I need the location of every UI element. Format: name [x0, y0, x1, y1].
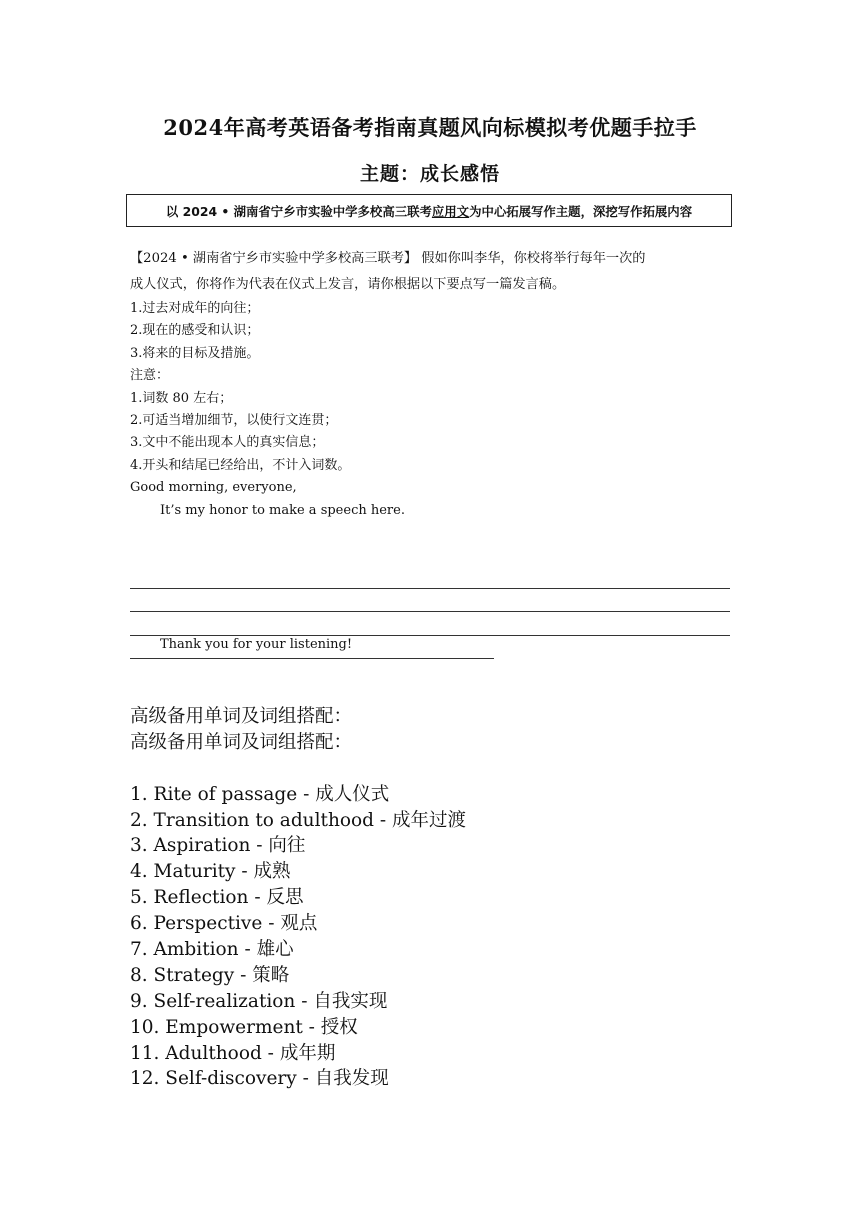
- answer-line[interactable]: [130, 589, 730, 613]
- document-title: 2024年高考英语备考指南真题风向标模拟考优题手拉手: [163, 115, 697, 140]
- note-label: 注意：: [130, 368, 170, 384]
- note-item: 3.文中不能出现本人的真实信息；: [130, 435, 325, 451]
- vocab-item: 4. Maturity - 成熟: [130, 861, 291, 883]
- note-item: 4.开头和结尾已经给出，不计入词数。: [130, 457, 351, 473]
- vocabulary-section: [130, 704, 730, 1092]
- point-item: 3.将来的目标及措施。: [130, 345, 260, 361]
- opening-line: It’s my honor to make a speech here.: [160, 502, 405, 518]
- vocab-item: 7. Ambition - 雄心: [130, 939, 294, 961]
- spacer: [130, 756, 730, 782]
- vocab-item: 9. Self-realization - 自我实现: [130, 990, 388, 1012]
- topic-banner: [126, 194, 732, 227]
- note-item: 1.词数 80 左右；: [130, 390, 233, 406]
- vocab-item: 1. Rite of passage - 成人仪式: [130, 783, 390, 805]
- closing-line: Thank you for your listening!: [160, 637, 353, 652]
- vocab-item: 8. Strategy - 策略: [130, 964, 290, 986]
- vocab-item: 10. Empowerment - 授权: [130, 1016, 358, 1038]
- task-intro: [130, 246, 730, 298]
- vocab-heading: 高级备用单词及词组搭配：: [130, 731, 353, 753]
- vocab-item: 2. Transition to adulthood - 成年过渡: [130, 809, 466, 831]
- document-subtitle: 主题：成长感悟: [359, 163, 500, 185]
- banner-underlined: 应用文: [431, 203, 470, 219]
- vocab-heading: 高级备用单词及词组搭配：: [130, 706, 353, 727]
- task-requirements: [130, 298, 730, 522]
- banner-suffix: 为中心拓展写作主题，深挖写作拓展内容: [469, 203, 693, 219]
- greeting: Good morning, everyone,: [130, 480, 297, 496]
- vocab-item: 12. Self-discovery - 自我发现: [130, 1068, 389, 1090]
- banner-prefix: 以 2024 • 湖南省宁乡市实验中学多校高三联考: [165, 203, 432, 219]
- note-item: 2.可适当增加细节，以使行文连贯；: [130, 413, 338, 429]
- vocab-item: 5. Reflection - 反思: [130, 887, 304, 909]
- vocab-item: 3. Aspiration - 向往: [130, 835, 306, 857]
- intro-line-1: 【2024 • 湖南省宁乡市实验中学多校高三联考】 假如你叫李华，你校将举行每年一次的: [130, 251, 646, 266]
- intro-line-2: 成人仪式，你将作为代表在仪式上发言，请你根据以下要点写一篇发言稿。: [130, 277, 566, 292]
- vocab-item: 6. Perspective - 观点: [130, 913, 318, 935]
- vocab-item: 11. Adulthood - 成年期: [130, 1042, 336, 1064]
- point-item: 1.过去对成年的向往；: [130, 301, 260, 316]
- answer-line[interactable]: [130, 565, 730, 589]
- answer-line[interactable]: [130, 612, 730, 636]
- point-item: 2.现在的感受和认识；: [130, 323, 260, 339]
